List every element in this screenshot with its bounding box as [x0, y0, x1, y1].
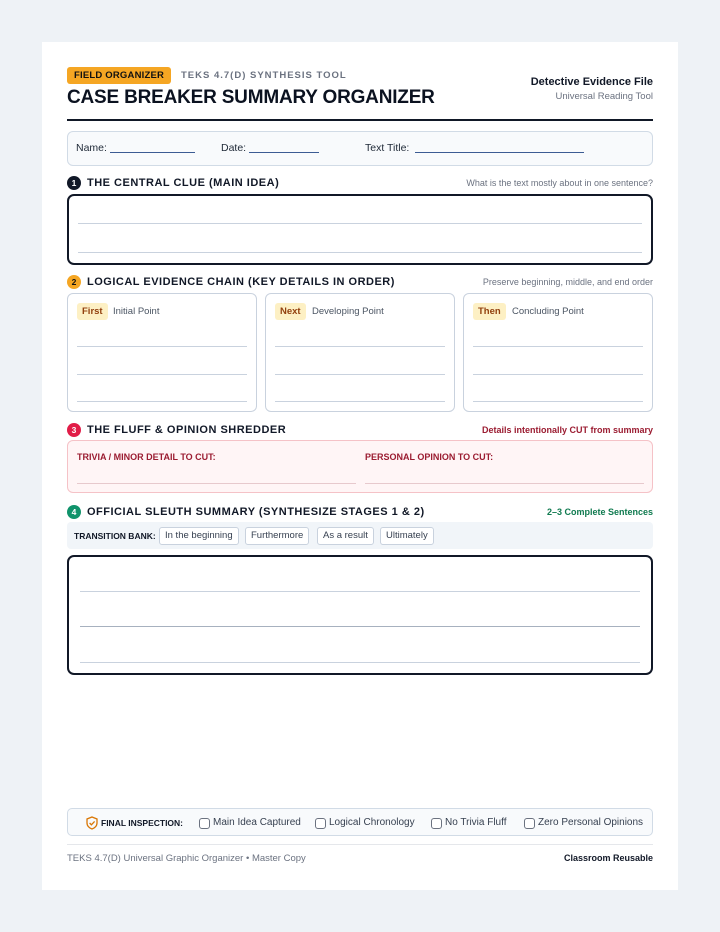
- footer-rule: [67, 844, 653, 845]
- section-1-hint: What is the text mostly about in one sentence?: [466, 178, 653, 188]
- step-1-badge: 1: [67, 176, 81, 190]
- field-organizer-tag: FIELD ORGANIZER: [67, 67, 171, 84]
- card-chip: First: [77, 303, 108, 320]
- writing-line: [78, 252, 642, 253]
- writing-line: [78, 223, 642, 224]
- opinion-label: PERSONAL OPINION TO CUT:: [365, 452, 494, 462]
- evidence-card-then[interactable]: [463, 293, 653, 412]
- footer-right: Classroom Reusable: [563, 853, 653, 863]
- teks-subtitle: TEKS 4.7(D) SYNTHESIS TOOL: [181, 70, 347, 81]
- date-field[interactable]: [249, 152, 319, 153]
- text-title-field[interactable]: [415, 152, 584, 153]
- transition-chip: Ultimately: [380, 527, 434, 545]
- section-2-title: LOGICAL EVIDENCE CHAIN (KEY DETAILS IN ORDER): [87, 276, 395, 288]
- section-1-title: THE CENTRAL CLUE (MAIN IDEA): [87, 177, 280, 189]
- text-title-label: Text Title:: [365, 142, 410, 154]
- transition-bank: [67, 522, 653, 549]
- section-2-hint: Preserve beginning, middle, and end order: [482, 277, 653, 287]
- writing-line: [275, 401, 445, 402]
- section-4-hint: 2–3 Complete Sentences: [546, 507, 653, 517]
- opinion-field[interactable]: [365, 483, 644, 484]
- transition-chip: As a result: [317, 527, 374, 545]
- writing-line: [473, 374, 643, 375]
- shield-check-icon: [86, 816, 98, 830]
- writing-line: [275, 346, 445, 347]
- main-idea-box[interactable]: [67, 194, 653, 265]
- checkbox-label: No Trivia Fluff: [445, 817, 507, 828]
- transition-chip: In the beginning: [159, 527, 239, 545]
- inspection-label: FINAL INSPECTION:: [101, 818, 184, 828]
- evidence-card-next[interactable]: [265, 293, 455, 412]
- section-4-title: OFFICIAL SLEUTH SUMMARY (SYNTHESIZE STAGES 1 & 2): [87, 506, 425, 518]
- header-rule: [67, 119, 653, 121]
- writing-line: [77, 401, 247, 402]
- evidence-card-first[interactable]: [67, 293, 257, 412]
- transition-chip: Furthermore: [245, 527, 309, 545]
- checkbox-no-opinions[interactable]: [524, 818, 535, 829]
- final-inspection-bar: [67, 808, 653, 836]
- step-4-badge: 4: [67, 505, 81, 519]
- trivia-label: TRIVIA / MINOR DETAIL TO CUT:: [77, 452, 216, 462]
- checkbox-main-idea[interactable]: [199, 818, 210, 829]
- section-3-hint: Details intentionally CUT from summary: [481, 425, 653, 435]
- card-label: Concluding Point: [512, 306, 584, 317]
- writing-line: [275, 374, 445, 375]
- step-3-badge: 3: [67, 423, 81, 437]
- name-field[interactable]: [110, 152, 195, 153]
- checkbox-chronology[interactable]: [315, 818, 326, 829]
- worksheet: [42, 42, 678, 890]
- sleuth-summary-box[interactable]: [67, 555, 653, 675]
- card-label: Developing Point: [312, 306, 384, 317]
- writing-line: [77, 374, 247, 375]
- checkbox-label: Zero Personal Opinions: [538, 817, 644, 828]
- student-info-bar: [67, 131, 653, 166]
- checkbox-no-trivia[interactable]: [431, 818, 442, 829]
- writing-line: [80, 591, 640, 592]
- step-2-badge: 2: [67, 275, 81, 289]
- checkbox-label: Main Idea Captured: [213, 817, 301, 828]
- checkbox-label: Logical Chronology: [329, 817, 415, 828]
- footer-left: TEKS 4.7(D) Universal Graphic Organizer • Master Copy: [67, 853, 306, 864]
- writing-line: [80, 662, 640, 663]
- page-title: CASE BREAKER SUMMARY ORGANIZER: [67, 87, 435, 108]
- transition-bank-label: TRANSITION BANK:: [74, 531, 156, 541]
- file-title: Detective Evidence File: [530, 76, 653, 88]
- file-subtitle: Universal Reading Tool: [555, 91, 653, 102]
- section-3-title: THE FLUFF & OPINION SHREDDER: [87, 424, 287, 436]
- date-label: Date:: [221, 142, 247, 154]
- name-label: Name:: [76, 142, 107, 154]
- opinion-shredder-box: [67, 440, 653, 493]
- trivia-field[interactable]: [77, 483, 356, 484]
- writing-line: [473, 401, 643, 402]
- writing-line: [473, 346, 643, 347]
- writing-line: [80, 626, 640, 627]
- card-label: Initial Point: [113, 306, 160, 317]
- card-chip: Then: [473, 303, 506, 320]
- writing-line: [77, 346, 247, 347]
- card-chip: Next: [275, 303, 306, 320]
